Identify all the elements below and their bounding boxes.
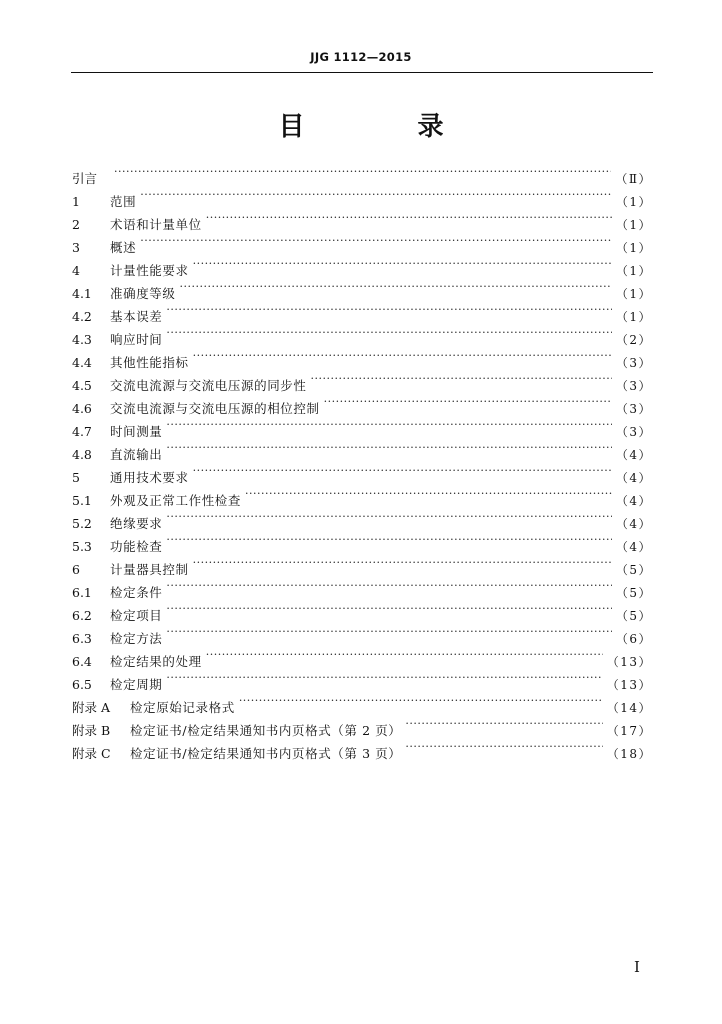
toc-entry-2[interactable]	[72, 206, 652, 232]
toc-entry-number: 6.2	[72, 608, 92, 623]
toc-entry-number: 6.5	[72, 677, 92, 692]
toc-leader-dots	[140, 183, 612, 206]
document-code-header: JJG 1112—2015	[310, 50, 412, 64]
toc-entry-3[interactable]	[72, 229, 652, 255]
toc-entry-number: 5.2	[72, 516, 92, 531]
toc-leader-dots	[206, 206, 612, 229]
toc-entry-page: （3）	[615, 425, 652, 439]
toc-entry-page: （4）	[615, 448, 652, 462]
toc-entry-number: 2	[72, 217, 80, 232]
toc-entry-number: 5.1	[72, 493, 92, 508]
toc-entry-4[interactable]	[72, 252, 652, 278]
toc-entry-title: 通用技术要求	[110, 470, 189, 485]
toc-entry-number: 4.3	[72, 332, 92, 347]
toc-entry-number: 附录 A	[72, 700, 111, 715]
toc-entry-page: （5）	[615, 563, 652, 577]
toc-entry-number: 6.1	[72, 585, 92, 600]
toc-entry-page: （13）	[606, 655, 652, 669]
toc-entry-page: （5）	[615, 609, 652, 623]
toc-entry-title: 交流电流源与交流电压源的相位控制	[110, 401, 320, 416]
toc-entry-title: 直流输出	[110, 447, 163, 462]
toc-entry-page: （13）	[606, 678, 652, 692]
toc-entry-number: 4.4	[72, 355, 92, 370]
toc-entry-title: 检定项目	[110, 608, 163, 623]
toc-entry-number: 5.3	[72, 539, 92, 554]
toc-entry-title: 计量器具控制	[110, 562, 189, 577]
toc-entry-number: 4	[72, 263, 80, 278]
toc-leader-dots	[166, 574, 611, 597]
toc-entry-number: 4.7	[72, 424, 92, 439]
toc-entry-number: 4.6	[72, 401, 92, 416]
toc-entry-title: 检定证书/检定结果通知书内页格式（第 3 页）	[130, 746, 402, 761]
toc-entry-page: （4）	[615, 540, 652, 554]
toc-leader-dots	[180, 275, 612, 298]
toc-entry-page: （3）	[615, 379, 652, 393]
toc-entry-title: 术语和计量单位	[110, 217, 202, 232]
toc-entry-1[interactable]	[72, 183, 652, 209]
toc-entry-title: 范围	[110, 194, 137, 209]
toc-entry-page: （1）	[615, 287, 652, 301]
toc-entry-page: （1）	[615, 241, 652, 255]
toc-entry-number: 4.2	[72, 309, 92, 324]
toc-entry-page: （18）	[606, 747, 652, 761]
toc-leader-dots	[166, 528, 611, 551]
toc-leader-dots	[114, 160, 611, 183]
toc-entry-title: 交流电流源与交流电压源的同步性	[110, 378, 307, 393]
toc-entry-number: 3	[72, 240, 80, 255]
toc-entry-page: （6）	[615, 632, 652, 646]
toc-entry-number: 6	[72, 562, 80, 577]
page-number: I	[634, 958, 640, 976]
toc-entry-title: 检定结果的处理	[110, 654, 202, 669]
toc-leader-dots	[206, 643, 603, 666]
toc-entry-page: （1）	[615, 310, 652, 324]
toc-leader-dots	[166, 321, 611, 344]
toc-leader-dots	[193, 252, 612, 275]
toc-entry-title: 检定条件	[110, 585, 163, 600]
toc-leader-dots	[311, 367, 612, 390]
toc-leader-dots	[140, 229, 612, 252]
toc-entry-title: 检定证书/检定结果通知书内页格式（第 2 页）	[130, 723, 402, 738]
toc-entry-page: （1）	[615, 218, 652, 232]
toc-entry-title: 时间测量	[110, 424, 163, 439]
toc-leader-dots	[166, 436, 611, 459]
toc-entry-number: 附录 C	[72, 746, 111, 761]
toc-leader-dots	[193, 344, 612, 367]
toc-leader-dots	[245, 482, 612, 505]
toc-entry-number: 4.8	[72, 447, 92, 462]
toc-leader-dots	[239, 689, 603, 712]
toc-leader-dots	[166, 620, 611, 643]
toc-entry-page: （1）	[615, 264, 652, 278]
toc-leader-dots	[324, 390, 612, 413]
toc-leader-dots	[166, 505, 611, 528]
toc-entry-page: （3）	[615, 356, 652, 370]
toc-entry-title: 检定原始记录格式	[130, 700, 235, 715]
toc-entry-page: （4）	[615, 517, 652, 531]
toc-entry-number: 附录 B	[72, 723, 111, 738]
toc-entry-number: 4.5	[72, 378, 92, 393]
toc-entry-title: 概述	[110, 240, 137, 255]
page-title: 目 录	[278, 112, 496, 142]
toc-entry-number: 引言	[72, 171, 98, 186]
toc-entry-title: 功能检查	[110, 539, 163, 554]
toc-entry-number: 5	[72, 470, 80, 485]
toc-leader-dots	[166, 666, 602, 689]
toc-entry-title: 计量性能要求	[110, 263, 189, 278]
toc-entry-title: 检定方法	[110, 631, 163, 646]
toc-entry-number: 1	[72, 194, 80, 209]
toc-entry-number: 6.4	[72, 654, 92, 669]
toc-entry-page: （Ⅱ）	[615, 172, 652, 186]
toc-entry-number: 4.1	[72, 286, 92, 301]
toc-leader-dots	[193, 459, 612, 482]
toc-entry-page: （2）	[615, 333, 652, 347]
toc-entry-intro[interactable]	[72, 160, 652, 186]
toc-entry-title: 响应时间	[110, 332, 163, 347]
toc-entry-title: 准确度等级	[110, 286, 176, 301]
toc-entry-title: 检定周期	[110, 677, 163, 692]
toc-leader-dots	[166, 298, 611, 321]
toc-entry-page: （17）	[606, 724, 652, 738]
toc-entry-page: （14）	[606, 701, 652, 715]
toc-entry-title: 基本误差	[110, 309, 163, 324]
toc-entry-title: 外观及正常工作性检查	[110, 493, 242, 508]
toc-entry-title: 绝缘要求	[110, 516, 163, 531]
toc-entry-title: 其他性能指标	[110, 355, 189, 370]
toc-entry-page: （5）	[615, 586, 652, 600]
toc-entry-page: （1）	[615, 195, 652, 209]
toc-entry-page: （3）	[615, 402, 652, 416]
toc-leader-dots	[405, 735, 602, 758]
header-divider	[71, 72, 653, 73]
toc-entry-number: 6.3	[72, 631, 92, 646]
toc-leader-dots	[166, 413, 611, 436]
toc-entry-page: （4）	[615, 471, 652, 485]
toc-leader-dots	[166, 597, 611, 620]
toc-leader-dots	[193, 551, 612, 574]
table-of-contents	[72, 160, 652, 761]
toc-entry-page: （4）	[615, 494, 652, 508]
toc-leader-dots	[405, 712, 602, 735]
